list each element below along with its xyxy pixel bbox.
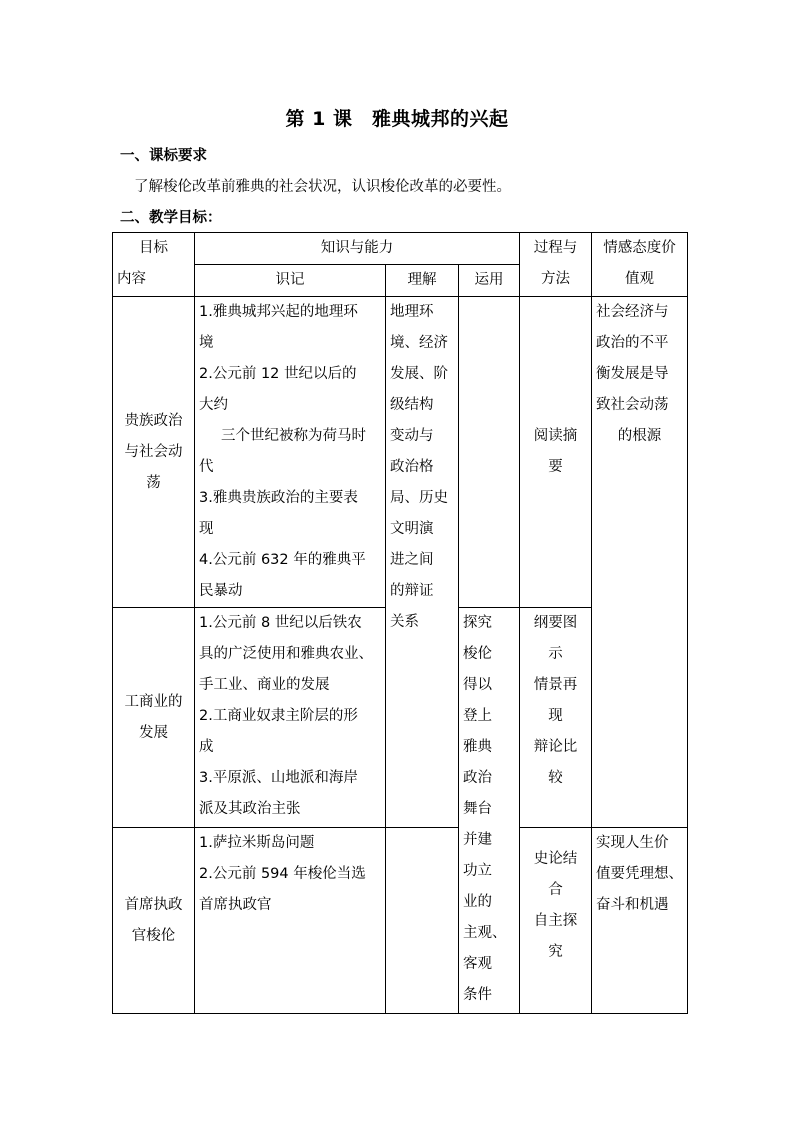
section-heading-objectives: 二、教学目标： — [120, 210, 222, 226]
row-recall-solon: 1.萨拉米斯岛问题 2.公元前 594 年梭伦当选 首席执政官 — [195, 828, 386, 1014]
page-title: 第 1 课 雅典城邦的兴起 — [285, 108, 509, 130]
row-content-aristocracy: 贵族政治 与社会动 荡 — [113, 297, 195, 608]
header-corner-top: 目标 — [139, 240, 168, 256]
header-emotion: 情感态度价 值观 — [592, 233, 688, 297]
apply-merged-cell: 探究 梭伦 得以 登上 雅典 政治 舞台 并建 功立 业的 主观、 客观 条件 — [459, 608, 520, 1014]
header-knowledge: 知识与能力 — [195, 233, 520, 265]
header-process: 过程与 方法 — [520, 233, 592, 297]
apply-empty-row1 — [459, 297, 520, 608]
row-process-solon: 史论结 合 自主探 究 — [520, 828, 592, 1014]
requirements-text: 了解梭伦改革前雅典的社会状况，认识梭伦改革的必要性。 — [134, 179, 511, 195]
understand-merged-cell: 地理环 境、经济 发展、阶 级结构 变动与 政治格 局、历史 文明演 进之间 的辩证 关系 — [386, 297, 459, 828]
header-apply: 运用 — [459, 265, 520, 297]
header-understand: 理解 — [386, 265, 459, 297]
header-corner-cell — [113, 233, 195, 297]
row-content-solon: 首席执政 官梭伦 — [113, 828, 195, 1014]
objectives-table — [112, 232, 688, 1014]
row-process-aristocracy: 阅读摘 要 — [520, 297, 592, 608]
row-recall-aristocracy: 1.雅典城邦兴起的地理环 境 2.公元前 12 世纪以后的 大约 三个世纪被称为荷马时 代 3.雅典贵族政治的主要表 现 4.公元前 632 年的雅典平 民暴动 — [195, 297, 386, 608]
row-emotion-solon: 实现人生价 值要凭理想、 奋斗和机遇 — [592, 828, 688, 1014]
header-recall: 识记 — [195, 265, 386, 297]
section-heading-requirements: 一、课标要求 — [120, 148, 207, 164]
row-recall-commerce: 1.公元前 8 世纪以后铁农 具的广泛使用和雅典农业、 手工业、商业的发展 2.工商业奴隶主阶层的形 成 3.平原派、山地派和海岸 派及其政治主张 — [195, 608, 386, 828]
row-content-commerce: 工商业的 发展 — [113, 608, 195, 828]
header-corner-bottom: 内容 — [117, 271, 146, 287]
understand-empty-row3 — [386, 828, 459, 1014]
emotion-merged-cell: 社会经济与 政治的不平 衡发展是导 致社会动荡 的根源 — [592, 297, 688, 828]
row-process-commerce: 纲要图 示 情景再 现 辩论比 较 — [520, 608, 592, 828]
